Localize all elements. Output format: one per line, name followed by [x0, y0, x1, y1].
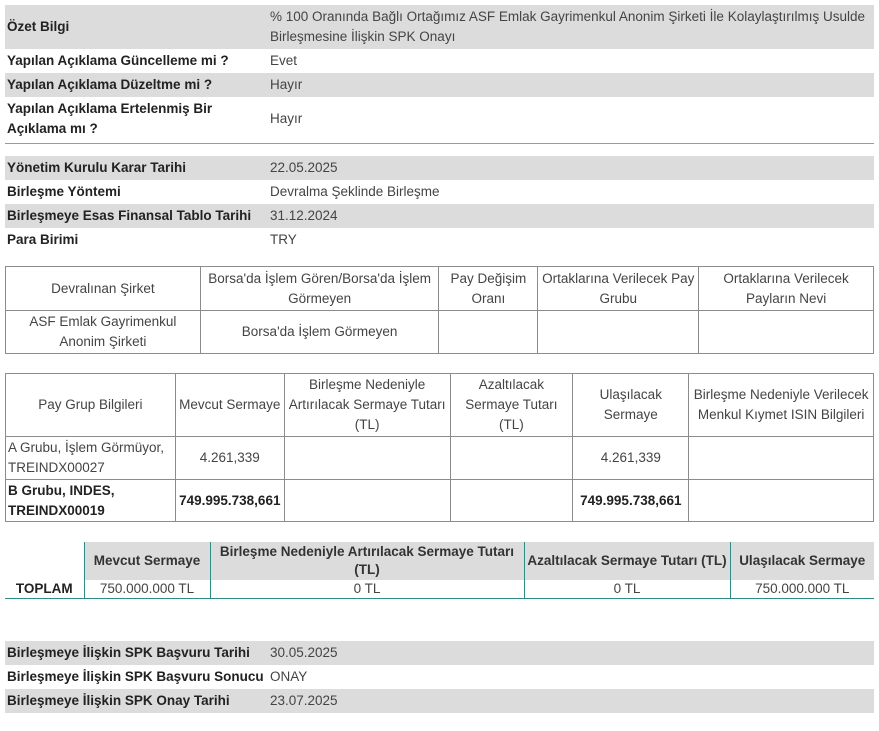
totals-label: TOPLAM: [5, 580, 84, 599]
header-current-capital: Mevcut Sermaye: [175, 374, 284, 437]
resulting-capital: 4.261,339: [573, 437, 689, 480]
isin: [689, 480, 874, 522]
summary-value: % 100 Oranında Bağlı Ortağımız ASF Emlak Gayrimenkul Anonim Şirketi İle Kolaylaştırılmış Usulde Birleşmesine İlişkin SPK Onayı: [268, 5, 874, 49]
increase: [284, 480, 450, 522]
spk-result-label: Birleşmeye İlişkin SPK Başvuru Sonucu: [7, 669, 264, 684]
isin: [689, 437, 874, 480]
divider: [5, 143, 874, 144]
acquired-header-ratio: Pay Değişim Oranı: [439, 267, 538, 311]
update-row: [5, 49, 874, 73]
table-row: [6, 480, 874, 522]
totals-header-decrease: Azaltılacak Sermaye Tutarı (TL): [524, 542, 730, 580]
merger-table: [5, 156, 874, 252]
deferred-value: Hayır: [270, 111, 303, 126]
total-resulting: 750.000.000 TL: [730, 580, 874, 599]
spk-approval-date-row: [5, 689, 874, 713]
totals-header-empty: [5, 542, 84, 580]
acquired-company-name: ASF Emlak Gayrimenkul Anonim Şirketi: [6, 311, 201, 354]
summary-table: [5, 5, 874, 141]
share-group-name: A Grubu, İşlem Görmüyor, TREINDX00027: [6, 437, 176, 480]
method-row: [5, 180, 874, 204]
acquired-header-share-group: Ortaklarına Verilecek Pay Grubu: [538, 267, 699, 311]
spk-result-value: ONAY: [270, 669, 308, 684]
total-increase: 0 TL: [210, 580, 524, 599]
currency-row: [5, 228, 874, 252]
total-decrease: 0 TL: [524, 580, 730, 599]
header-increase: Birleşme Nedeniyle Artırılacak Sermaye Tutarı (TL): [284, 374, 450, 437]
method-value: Devralma Şeklinde Birleşme: [270, 184, 440, 199]
method-label: Birleşme Yöntemi: [7, 184, 121, 199]
currency-value: TRY: [270, 232, 297, 247]
current-capital: 749.995.738,661: [175, 480, 284, 522]
decrease: [450, 480, 573, 522]
totals-table: [5, 542, 874, 599]
acquired-company-table: [5, 266, 874, 354]
acquired-row: [6, 311, 874, 354]
totals-header-increase: Birleşme Nedeniyle Artırılacak Sermaye Tutarı (TL): [210, 542, 524, 580]
fin-table-date-value: 31.12.2024: [268, 204, 874, 228]
current-capital: 4.261,339: [175, 437, 284, 480]
correction-value: Hayır: [268, 73, 874, 97]
table-row: [6, 437, 874, 480]
acquired-header-share-type: Ortaklarına Verilecek Payların Nevi: [699, 267, 874, 311]
spk-approval-date-value: 23.07.2025: [268, 689, 874, 713]
totals-header-row: [5, 542, 874, 580]
acquired-header-row: [6, 267, 874, 311]
fin-table-date-label: Birleşmeye Esas Finansal Tablo Tarihi: [5, 204, 268, 228]
total-current: 750.000.000 TL: [84, 580, 210, 599]
spk-result-row: [5, 665, 874, 689]
acquired-share-type: [699, 311, 874, 354]
spk-application-date-row: [5, 641, 874, 665]
board-date-label: Yönetim Kurulu Karar Tarihi: [5, 156, 268, 180]
summary-row: [5, 5, 874, 49]
acquired-ratio: [439, 311, 538, 354]
deferred-label: Yapılan Açıklama Ertelenmiş Bir Açıklama mı ?: [7, 101, 213, 136]
fin-table-date-row: [5, 204, 874, 228]
acquired-listing-status: Borsa'da İşlem Görmeyen: [200, 311, 439, 354]
summary-label: Özet Bilgi: [5, 5, 268, 49]
share-group-name: B Grubu, INDES, TREINDX00019: [6, 480, 176, 522]
acquired-share-group: [538, 311, 699, 354]
acquired-header-company: Devralınan Şirket: [6, 267, 201, 311]
board-date-value: 22.05.2025: [268, 156, 874, 180]
header-resulting-capital: Ulaşılacak Sermaye: [573, 374, 689, 437]
update-label: Yapılan Açıklama Güncelleme mi ?: [7, 53, 229, 68]
header-isin: Birleşme Nedeniyle Verilecek Menkul Kıymet ISIN Bilgileri: [689, 374, 874, 437]
correction-label: Yapılan Açıklama Düzeltme mi ?: [5, 73, 268, 97]
spk-application-date-label: Birleşmeye İlişkin SPK Başvuru Tarihi: [5, 641, 268, 665]
deferred-row: [5, 97, 874, 141]
spk-table: [5, 641, 874, 713]
header-decrease: Azaltılacak Sermaye Tutarı (TL): [450, 374, 573, 437]
totals-header-resulting: Ulaşılacak Sermaye: [730, 542, 874, 580]
totals-row: [5, 580, 874, 599]
currency-label: Para Birimi: [7, 232, 79, 247]
board-date-row: [5, 156, 874, 180]
share-group-table: [5, 373, 874, 522]
acquired-header-listing: Borsa'da İşlem Gören/Borsa'da İşlem Görmeyen: [200, 267, 439, 311]
decrease: [450, 437, 573, 480]
spk-application-date-value: 30.05.2025: [268, 641, 874, 665]
update-value: Evet: [270, 53, 298, 68]
spk-approval-date-label: Birleşmeye İlişkin SPK Onay Tarihi: [5, 689, 268, 713]
share-group-header-row: [6, 374, 874, 437]
correction-row: [5, 73, 874, 97]
resulting-capital: 749.995.738,661: [573, 480, 689, 522]
header-share-group: Pay Grup Bilgileri: [6, 374, 176, 437]
increase: [284, 437, 450, 480]
totals-header-current: Mevcut Sermaye: [84, 542, 210, 580]
